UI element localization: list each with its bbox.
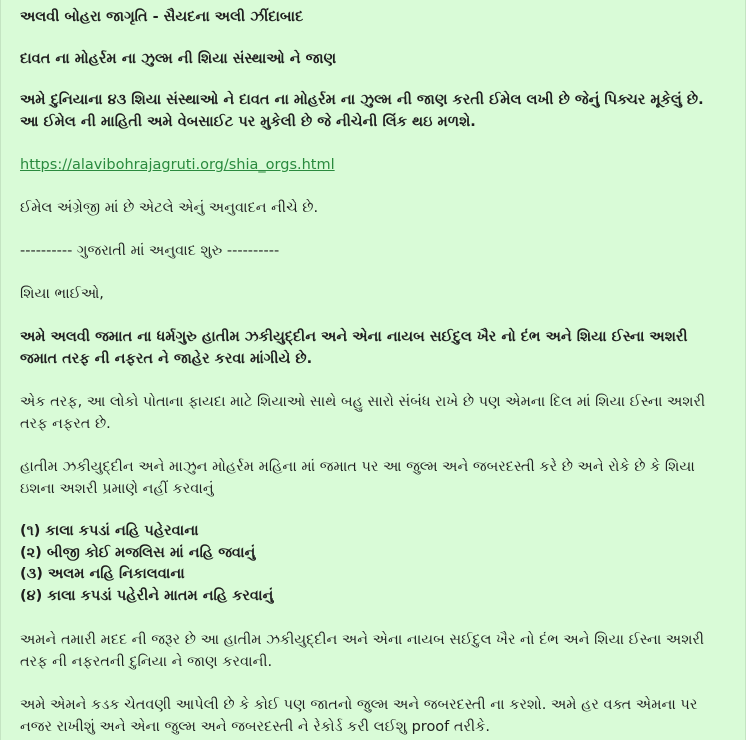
paragraph-four: અમે એમને કડક ચેતવણી આપેલી છે કે કોઈ પણ જાતનો જુલ્મ અને જબરદસ્તી ના કરશો. અમે હર વક્ત એમના પર નજર રાખીશું અને એના જુલ્મ અને જબરદસ્તી ને રેકોર્ડ કરી લઈશુ proof તરીકે.: [20, 697, 698, 735]
list-item: (૧) કાલા કપડાં નહિ પહેરવાના: [20, 523, 199, 539]
post-subtitle: દાવત ના મોહર્રમ ના ઝુલ્મ ની શિયા સંસ્થાઓ ને જાણ: [20, 51, 337, 67]
bold-paragraph: અમે અલવી જમાત ના ધર્મગુરુ હાતીમ ઝકીયુદ્દીન અને એના નાયબ સઈદુલ ખૈર નો દંભ અને શિયા ઈસ્ના અશરી જમાત તરફ ની નફરત ને જાહેર કરવા માંગીયે છે.: [20, 329, 688, 367]
paragraph-one: એક તરફ, આ લોકો પોતાના ફાયદા માટે શિયાઓ સાથે બહુ સારો સંબંધ રાખે છે પણ એમના દિલ માં શિયા ઈસ્ના અશરી તરફ નફરત છે.: [20, 394, 706, 432]
shia-orgs-link[interactable]: https://alavibohrajagruti.org/shia_orgs.html: [20, 157, 335, 173]
greeting: શિયા ભાઈઓ,: [20, 286, 104, 302]
intro-paragraph: અમે દુનિયાના ૪૩ શિયા સંસ્થાઓ ને દાવત ના મોહર્રમ ના ઝુલ્મ ની જાણ કરતી ઈમેલ લખી છે જેનું પિક્ચર મૂકેલું છે. આ ઈમેલ ની માહિતી અમે વેબસાઈટ પર મુકેલી છે જે નીચેની લિંક થઇ મળશે.: [20, 92, 704, 130]
list-item: (૩) અલમ નહિ નિકાલવાના: [20, 566, 185, 582]
list-item: (૪) કાલા કપડાં પહેરીને માતમ નહિ કરવાનું: [20, 587, 274, 604]
translation-start-divider: ---------- ગુજરાતી માં અનુવાદ શુરુ ----------: [20, 243, 280, 259]
prohibitions-list: [20, 521, 727, 607]
translation-note: ઈમેલ અંગ્રેજી માં છે એટલે એનું અનુવાદન નીચે છે.: [20, 200, 319, 216]
paragraph-two: હાતીમ ઝકીયુદ્દીન અને માઝુન મોહર્રમ મહિના માં જમાત પર આ જુલ્મ અને જબરદસ્તી કરે છે અને રોકે છે કે શિયા ઇશના અશરી પ્રમાણે નહીં કરવાનું: [20, 459, 695, 497]
post-title: અલવી બોહરા જાગૃતિ - સૈયદના અલી ઝીંદાબાદ: [20, 9, 304, 25]
paragraph-three: અમને તમારી મદદ ની જરૂર છે આ હાતીમ ઝકીયુદ્દીન અને એના નાયબ સઈદુલ ખૈર નો દંભ અને શિયા ઈસ્ના અશરી તરફ ની નફરતની દુનિયા ને જાણ કરવાની.: [20, 632, 705, 670]
list-item: (૨) બીજી કોઈ મજલિસ માં નહિ જવાનું: [20, 544, 256, 561]
